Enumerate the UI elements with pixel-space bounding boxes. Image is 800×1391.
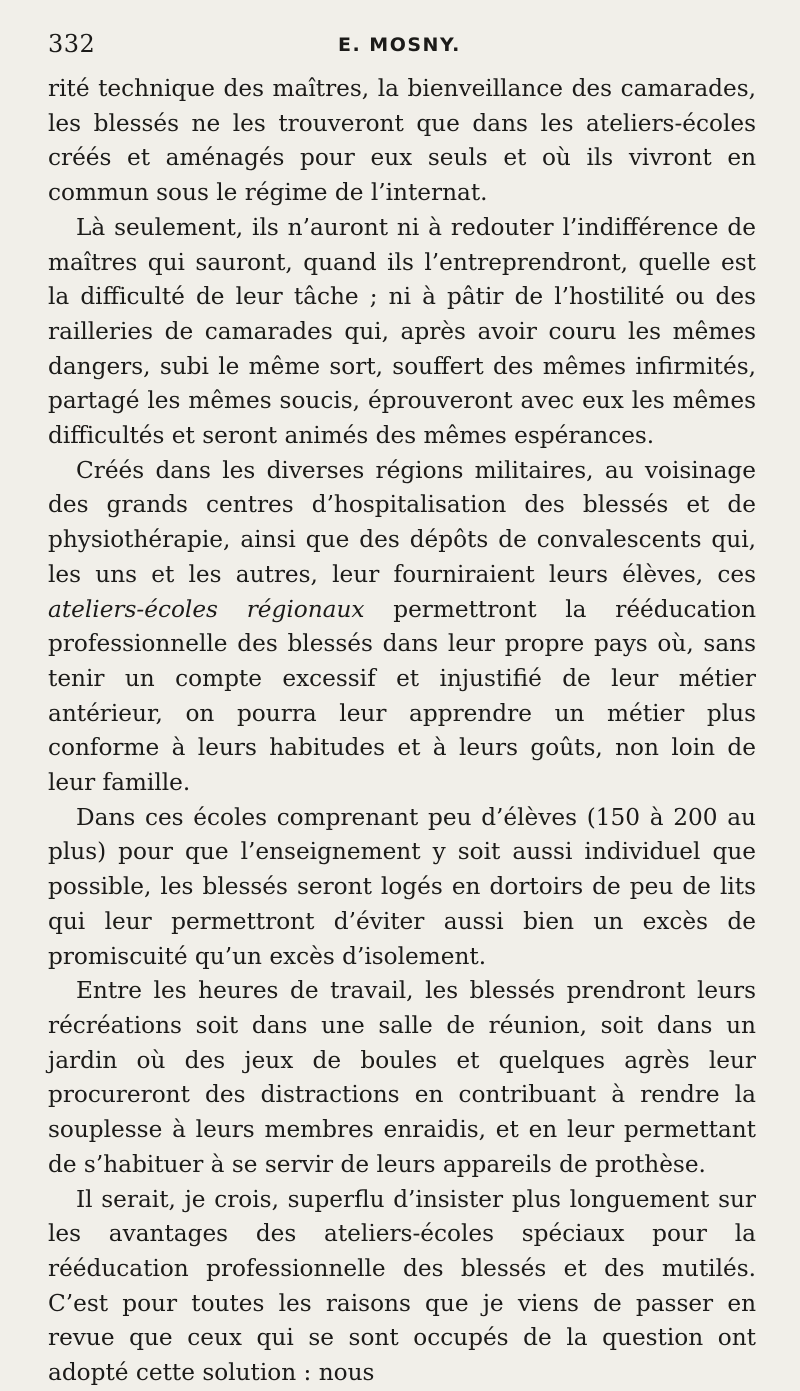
paragraph-3-italic-term: ateliers-écoles régionaux [48,595,365,623]
page-number: 332 [48,30,96,58]
paragraph-1: rité technique des maîtres, la bienveillance des camarades, les blessés ne les trouveront que dans les ateliers-écoles créés et aménagés pour eux seuls et où ils vivront en commun sous le régime de l’internat. [48,75,756,207]
paragraph-4: Dans ces écoles comprenant peu d’élèves (150 à 200 au plus) pour que l’enseignement y soit aussi individuel que possible, les blessés seront logés en dortoirs de peu de lits qui leur permettront d’éviter aussi bien un excès de promiscuité qu’un excès d’isolement. [48,803,756,970]
paragraph-6: Il serait, je crois, superflu d’insister plus longuement sur les avantages des ateliers-écoles spéciaux pour la rééducation professionnelle des blessés et des mutilés. C’est pour toutes les raisons que je viens de passer en revue que ceux qui se sont occupés de la question ont adopté cette solution : nous [48,1185,756,1387]
paragraph-5: Entre les heures de travail, les blessés prendront leurs récréations soit dans une salle de réunion, soit dans un jardin où des jeux de boules et quelques agrès leur procureront des distractions en contribuant à rendre la souplesse à leurs membres enraidis, et en leur permettant de s’habituer à se servir de leurs appareils de prothèse. [48,977,756,1178]
paragraph-2: Là seulement, ils n’auront ni à redouter l’indifférence de maîtres qui sauront, quand ils l’entreprendront, quelle est la difficulté de leur tâche ; ni à pâtir de l’hostilité ou des railleries de camarades qui, après avoir couru les mêmes dangers, subi le même sort, souffert des mêmes infirmités, partagé les mêmes soucis, éprouveront avec eux les mêmes difficultés et seront animés des mêmes espérances. [48,213,756,450]
running-head [48,28,760,72]
paragraph-3 [48,454,756,801]
paragraph-3-text-after: permettront la rééducation professionnelle des blessés dans leur propre pays où, sans tenir un compte excessif et injustifié de leur métier antérieur, on pourra leur apprendre un métier plus conforme à leurs habitudes et à leurs goûts, non loin de leur famille. [48,595,756,797]
paragraph-3-text-before: Créés dans les diverses régions militaires, au voisinage des grands centres d’hospitalisation des blessés et de physiothérapie, ainsi que des dépôts de convalescents qui, les uns et les autres, leur fourniraient leurs élèves, ces [48,456,756,588]
running-title: E. MOSNY. [338,34,461,56]
body-text [48,72,756,1391]
